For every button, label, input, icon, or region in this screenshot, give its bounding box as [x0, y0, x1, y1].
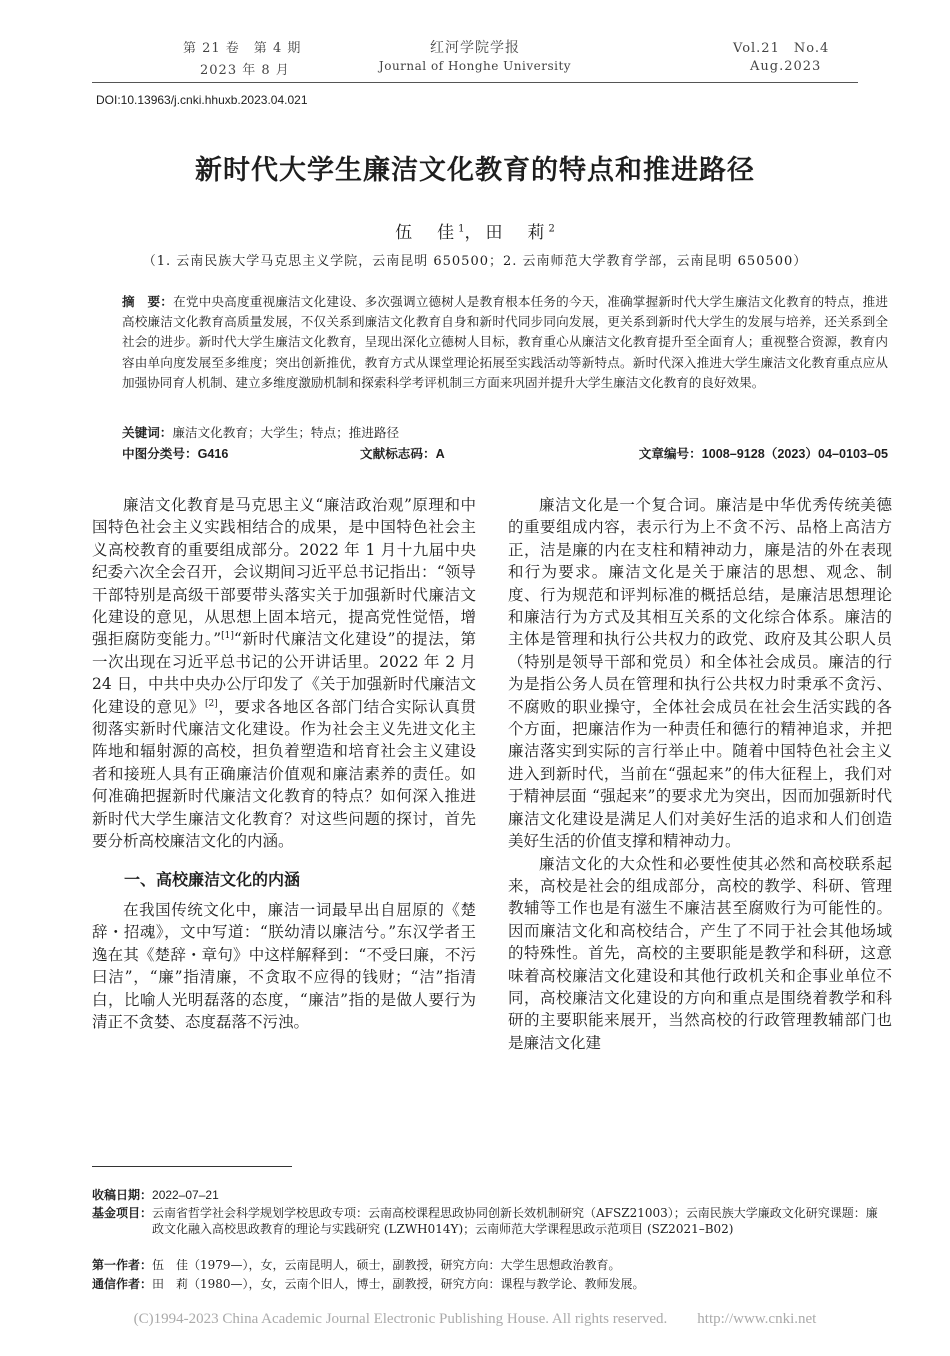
- body-paragraph: [92, 494, 476, 853]
- corresponding-author-text: 田 莉（1980—），女，云南个旧人，博士，副教授，研究方向：课程与教学论、教师发展。: [152, 1277, 645, 1291]
- copyright-watermark: (C)1994-2023 China Academic Journal Electronic Publishing House. All rights reserved. http://www.cnki.net: [133, 1311, 817, 1327]
- fund-text: 云南省哲学社会科学规划学校思政专项：云南高校课程思政协同创新长效机制研究（AFSZ21003）；云南民族大学廉政文化研究课题：廉政文化融入高校思政教育的理论与实践研究 (LZWH014Y)；云南师范大学课程思政示范项目 (SZ2021–B02): [152, 1206, 878, 1236]
- keywords-text: 廉洁文化教育；大学生；特点；推进路径: [172, 425, 400, 440]
- footnote-label: 第一作者：: [92, 1258, 153, 1272]
- header-volume-issue-en: Vol.21 No.4: [733, 41, 830, 56]
- affiliation: （1. 云南民族大学马克思主义学院，云南昆明 650500；2. 云南师范大学教育学部，云南昆明 650500）: [142, 254, 808, 269]
- author-line: [0, 218, 950, 243]
- header-journal-name-en: Journal of Honghe University: [378, 59, 572, 73]
- header-journal-name: 红河学院学报: [430, 40, 520, 56]
- paper-title: 新时代大学生廉洁文化教育的特点和推进路径: [195, 155, 755, 186]
- body-paragraph: 廉洁文化是一个复合词。廉洁是中华优秀传统美德的重要组成内容，表示行为上不贪不污、品格上高洁方正，洁是廉的内在支柱和精神动力，廉是洁的外在表现和行为要求。廉洁文化是关于廉洁的思想、观念、制度、行为规范和评判标准的概括总结，是廉洁思想理论和廉洁行为方式及其相互关系的文化综合体系。廉洁的主体是管理和执行公共权力的政党、政府及其公职人员（特别是领导干部和党员）和全体社会成员。廉洁的行为是指公务人员在管理和执行公共权力时秉承不贪污、不腐败的职业操守，全体社会成员在社会生活实践的各个方面，把廉洁作为一种责任和德行的精神追求，并把廉洁落实到实际的言行举止中。随着中国特色社会主义进入到新时代，当前在“强起来”的伟大征程上，我们对于精神层面 “强起来”的要求尤为突出，因而加强新时代廉洁文化建设是满足人们对美好生活的追求和人们创造美好生活的价值支撑和精神动力。: [508, 496, 892, 851]
- footnote-corresponding-author: [92, 1276, 888, 1292]
- first-author-text: 伍 佳（1979—），女，云南昆明人，硕士，副教授，研究方向：大学生思想政治教育。: [152, 1258, 621, 1272]
- abstract: [122, 292, 888, 393]
- body-text: ，要求各地区各部门结合实际认真贯彻落实新时代廉洁文化建设。作为社会主义先进文化主阵地和辐射源的高校，担负着塑造和培育社会主义建设者和接班人具有正确廉洁价值观和廉洁素养的责任。如何准确把握新时代廉洁文化教育的特点？如何深入推进新时代大学生廉洁文化教育？对这些问题的探讨，首先要分析高校廉洁文化的内涵。: [92, 697, 476, 851]
- author-name: 田 莉: [485, 223, 549, 243]
- document-code: 文献标志码：A: [360, 447, 445, 461]
- author-name: 伍 佳: [395, 223, 459, 243]
- body-column-right: [508, 494, 892, 1054]
- body-text: “新时代廉洁文化建设”的提法，第一次出现在习近平总书记的公开讲话里。2022 年 2 月 24 日，中共中央办公厅印发了《关于加强新时代廉洁文化建设的意见》: [92, 630, 476, 716]
- citation-ref[interactable]: [2]: [204, 698, 218, 709]
- footnote-first-author: [92, 1257, 888, 1273]
- author-affil-mark: 2: [548, 223, 555, 235]
- abstract-label: 摘 要：: [122, 294, 174, 309]
- author-separator: ，: [464, 223, 486, 243]
- article-number: 文章编号：1008–9128（2023）04–0103–05: [638, 447, 888, 461]
- body-column-left: [92, 494, 476, 1033]
- header-rule: [92, 82, 858, 83]
- header-date-en: Aug.2023: [750, 59, 822, 74]
- body-text: 廉洁文化教育是马克思主义“廉洁政治观”原理和中国特色社会主义实践相结合的成果，是中国特色社会主义高校教育的重要组成部分。2022 年 1 月十九届中央纪委六次全会召开，会议期间习近平总书记指出：“领导干部特别是高级干部要带头落实关于加强新时代廉洁文化建设的意见，从思想上固本培元，提高党性觉悟，增强拒腐防变能力。”: [92, 496, 476, 649]
- footnote-label: 基金项目：: [92, 1206, 153, 1220]
- author-affil-mark: 1: [458, 223, 465, 235]
- citation-ref[interactable]: [1]: [221, 631, 234, 642]
- footnote-rule: [92, 1166, 292, 1167]
- keywords-label: 关键词：: [122, 425, 173, 440]
- doi: DOI:10.13963/j.cnki.hhuxb.2023.04.021: [96, 93, 308, 107]
- classification-row: [122, 443, 888, 461]
- abstract-text: 在党中央高度重视廉洁文化建设、多次强调立德树人是教育根本任务的今天，准确掌握新时代大学生廉洁文化教育的特点，推进高校廉洁文化教育高质量发展，不仅关系到廉洁文化教育自身和新时代同步同向发展，更关系到新时代大学生的发展与培养，还关系到全社会的进步。新时代大学生廉洁文化教育，呈现出深化立德树人目标，教育重心从廉洁文化教育提升至全面育人；重视整合资源，教育内容由单向度发展至多维度；突出创新推优，教育方式从课堂理论拓展至实践活动等新特点。新时代深入推进大学生廉洁文化教育重点应从加强协同育人机制、建立多维度激励机制和探索科学考评机制三方面来巩固并提升大学生廉洁文化教育的良好效果。: [122, 294, 889, 390]
- received-date: 2022–07–21: [152, 1188, 219, 1202]
- header-date: 2023 年 8 月: [200, 63, 290, 78]
- clc-number: 中图分类号：G416: [122, 447, 229, 461]
- footnote-received: [92, 1187, 888, 1203]
- footnote-label: 收稿日期：: [92, 1188, 153, 1202]
- body-paragraph: 廉洁文化的大众性和必要性使其必然和高校联系起来，高校是社会的组成部分，高校的教学、科研、管理教辅等工作也是有滋生不廉洁甚至腐败行为可能性的。因而廉洁文化和高校结合，产生了不同于社会其他场域的特殊性。首先，高校的主要职能是教学和科研，这意味着高校廉洁文化建设和其他行政机关和企事业单位不同，高校廉洁文化建设的方向和重点是围绕着教学和科研的主要职能来展开，当然高校的行政管理教辅部门也是廉洁文化建: [508, 854, 892, 1052]
- section-heading: 一、高校廉洁文化的内涵: [124, 869, 301, 889]
- footnote-fund: [92, 1205, 888, 1237]
- keywords: [122, 422, 399, 441]
- header-volume-issue: 第 21 卷 第 4 期: [183, 41, 302, 56]
- footnote-label: 通信作者：: [92, 1277, 153, 1291]
- body-paragraph: 在我国传统文化中，廉洁一词最早出自屈原的《楚辞・招魂》，文中写道：“朕幼清以廉洁兮。”东汉学者王逸在其《楚辞・章句》中这样解释到：“不受曰廉，不污曰洁”，“廉”指清廉，不贪取不应得的钱财；“洁”指清白，比喻人光明磊落的态度，“廉洁”指的是做人要行为清正不贪婪、态度磊落不污浊。: [92, 900, 476, 1031]
